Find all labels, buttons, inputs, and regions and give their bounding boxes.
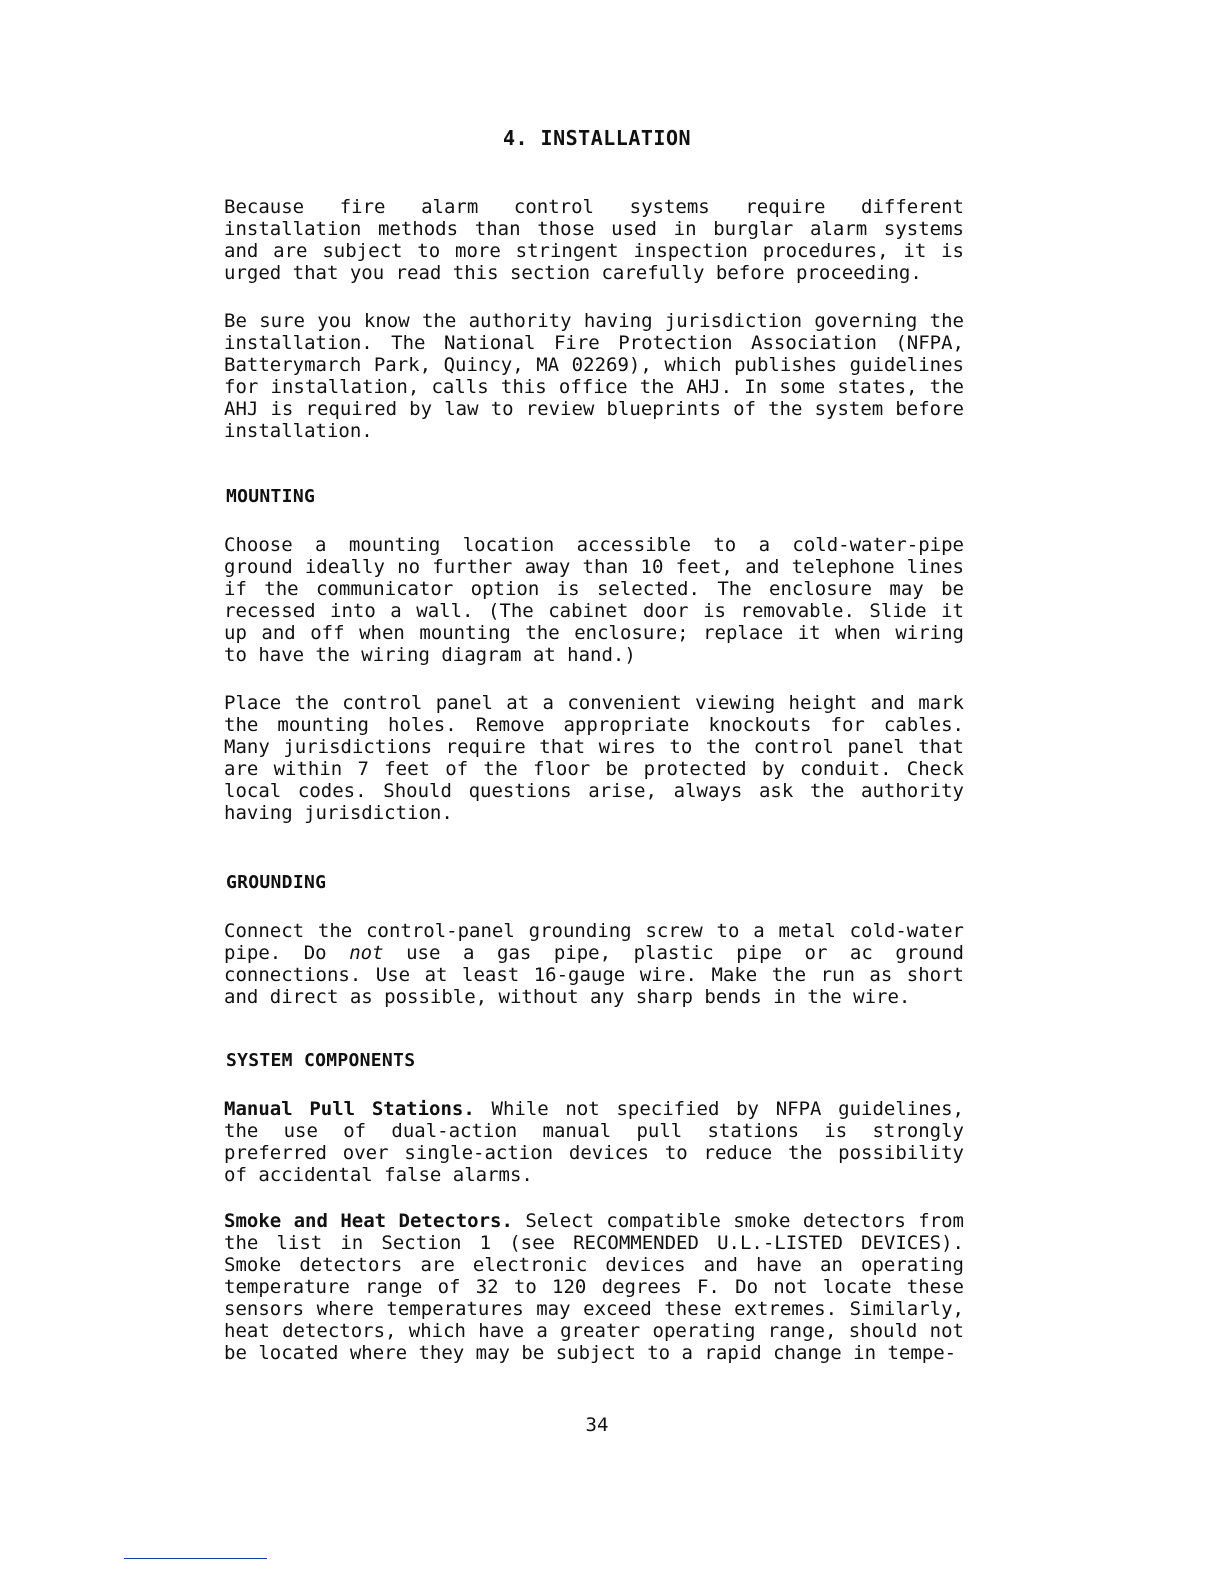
grounding-text-after: use a gas pipe, plastic pipe or ac ground connections. Use at least 16-gauge wire. Make the run as short and direct as possible, without any sharp bends in the wire. — [224, 942, 965, 1008]
mounting-heading: MOUNTING — [226, 486, 316, 507]
grounding-emphasis: not — [349, 942, 384, 964]
manual-pull-stations-text: While not specified by NFPA guidelines, the use of dual-action manual pull stations is strongly preferred over single-action devices to reduce the possibility of accidental false alarms. — [224, 1098, 964, 1186]
smoke-heat-detectors-text: Select compatible smoke detectors from the list in Section 1 (see RECOMMENDED U.L.-LISTED DEVICES). Smoke detectors are electronic devices and have an operating temperature range of 32 to 120 degrees F. Do not locate these sensors where temperatures may exceed these extremes. Similarly, heat detectors, which have a greater operating range, should not be located where they may be subject to a rapid change in tempe- — [224, 1210, 964, 1364]
mounting-paragraph-1: Choose a mounting location accessible to a cold-water-pipe ground ideally no further away than 10 feet, and telephone lines if the communicator option is selected. The enclosure may be recessed into a wall. (The cabinet door is removable. Slide it up and off when mounting the enclosure; replace it when wiring to have the wiring diagram at hand.) — [224, 534, 964, 666]
footnote-rule — [124, 1558, 267, 1559]
manual-pull-stations-run-head: Manual Pull Stations. — [224, 1098, 475, 1120]
grounding-paragraph — [224, 920, 964, 1008]
manual-pull-stations-paragraph — [224, 1098, 964, 1186]
grounding-text-before: Connect the control-panel grounding screw to a metal cold-water pipe. Do — [224, 920, 964, 964]
page-number: 34 — [585, 1414, 609, 1436]
smoke-heat-detectors-paragraph — [224, 1210, 964, 1364]
intro-paragraph-1: Because fire alarm control systems require different installation methods than those used in burglar alarm systems and are subject to more stringent inspection procedures, it is urged that you read this section carefully before proceeding. — [224, 196, 964, 284]
intro-paragraph-2: Be sure you know the authority having jurisdiction governing the installation. The National Fire Protection Association (NFPA, Batterymarch Park, Quincy, MA 02269), which publishes guidelines for installation, calls this office the AHJ. In some states, the AHJ is required by law to review blueprints of the system before installation. — [224, 310, 964, 442]
grounding-heading: GROUNDING — [226, 872, 327, 893]
system-components-heading: SYSTEM COMPONENTS — [226, 1050, 416, 1071]
mounting-paragraph-2: Place the control panel at a convenient viewing height and mark the mounting holes. Remove appropriate knockouts for cables. Many jurisdictions require that wires to the control panel that are within 7 feet of the floor be protected by conduit. Check local codes. Should questions arise, always ask the authority having jurisdiction. — [224, 692, 964, 824]
smoke-heat-detectors-run-head: Smoke and Heat Detectors. — [224, 1210, 513, 1232]
page-title: 4. INSTALLATION — [502, 126, 692, 150]
